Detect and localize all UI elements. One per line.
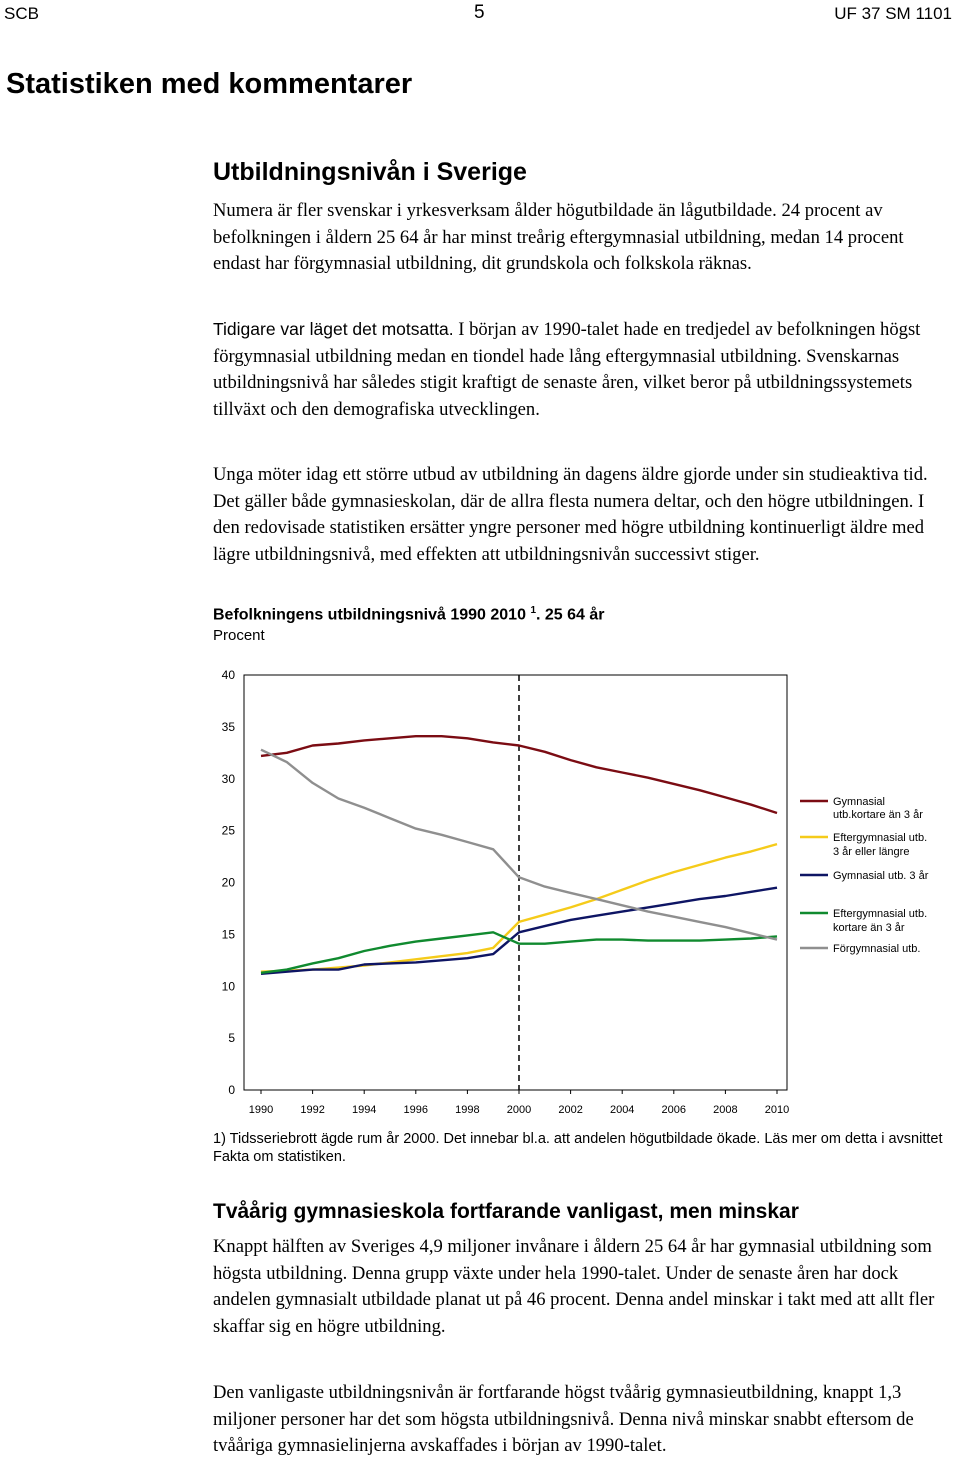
chart-header — [213, 605, 955, 644]
y-tick-label: 5 — [228, 1031, 235, 1046]
x-axis-ticks — [249, 1090, 789, 1116]
paragraph-1: Numera är fler svenskar i yrkesverksam ålder högutbildade än lågutbildade. 24 procent av befolkningen i åldern 25 64 år har minst treårig eftergymnasial utbildning, medan 14 procent endast har förgymnasial utbildning, dit grundskola och folkskola räknas. — [213, 200, 904, 274]
chart-unit: Procent — [213, 627, 265, 645]
chart-title-main: Befolkningens utbildningsnivå 1990 2010 — [213, 606, 526, 624]
y-tick-label: 10 — [221, 979, 235, 994]
legend-label: kortare än 3 år — [833, 922, 905, 934]
chart-title-tail: . 25 64 år — [536, 606, 605, 624]
y-axis-ticks — [222, 668, 236, 1097]
legend-label: Eftergymnasial utb. — [833, 832, 928, 844]
legend-label: 3 år eller längre — [833, 846, 910, 858]
paragraph-3: Unga möter idag ett större utbud av utbildning än dagens äldre gjorde under sin studieaktiva tid. Det gäller både gymnasieskolan, där de allra flesta numera deltar, och den högre utbildningen. I den redovisade statistiken ersätter yngre personer med högre utbildning kontinuerligt äldre med lägre utbildningsnivå, med effekten att utbildningsnivån successivt stiger. — [213, 464, 928, 565]
y-tick-label: 35 — [221, 719, 235, 734]
legend-label: Gymnasial utb. 3 år — [833, 870, 929, 882]
page-number: 5 — [474, 2, 485, 23]
chart-footnote: 1) Tidsseriebrott ägde rum år 2000. Det innebar bl.a. att andelen högutbildade ökade. Läs mer om detta i avsnittet Fakta om statistiken. — [213, 1131, 943, 1165]
chart-legend — [800, 796, 929, 955]
x-tick-label: 1990 — [248, 1104, 274, 1116]
legend-label: Gymnasial — [833, 796, 885, 808]
y-tick-label: 20 — [221, 875, 235, 890]
legend-label: utb.kortare än 3 år — [833, 809, 923, 821]
plot-area — [244, 675, 787, 1090]
x-tick-label: 2002 — [558, 1104, 583, 1116]
x-tick-label: 1992 — [300, 1104, 325, 1116]
section-heading-2: Tvåårig gymnasieskola fortfarande vanligast, men minskar — [213, 1200, 799, 1223]
paragraph-2-lead: Tidigare var läget det motsatta. — [213, 319, 454, 339]
report-id: UF 37 SM 1101 — [834, 4, 952, 23]
chart-title-footnote-marker: 1 — [530, 605, 536, 616]
section-heading: Utbildningsnivån i Sverige — [213, 158, 527, 186]
report-org: SCB — [4, 4, 39, 23]
y-tick-label: 0 — [228, 1083, 235, 1097]
paragraph-2-rest: I början av 1990-talet hade en tredjedel av befolkningen högst förgymnasial utbildning medan en tiondel hade lång eftergymnasial utbildning. Svenskarnas utbildningsnivå har således stigit kraftigt de senaste åren, vilket beror på utbildningssystemets tillväxt och den demografiska utvecklingen. — [213, 319, 921, 420]
x-tick-label: 1994 — [351, 1104, 377, 1116]
page-title: Statistiken med kommentarer — [6, 68, 413, 100]
line-chart — [205, 655, 955, 1125]
x-tick-label: 1996 — [403, 1104, 429, 1116]
plot-border — [244, 675, 787, 1090]
y-tick-label: 30 — [221, 771, 235, 786]
x-tick-label: 2010 — [764, 1104, 790, 1116]
paragraph-4: Knappt hälften av Sveriges 4,9 miljoner invånare i åldern 25 64 år har gymnasial utbildning som högsta utbildning. Denna grupp växte under hela 1990-talet. Under de senaste åren har dock andelen gymnasialt utbildade planat ut på 46 procent. Denna andel minskar i takt med att allt fler skaffar sig en högre utbildning. — [213, 1236, 935, 1337]
legend-label: Eftergymnasial utb. — [833, 908, 928, 920]
x-tick-label: 2000 — [506, 1104, 532, 1116]
y-tick-label: 25 — [221, 823, 235, 838]
x-tick-label: 1998 — [455, 1104, 480, 1116]
x-tick-label: 2008 — [713, 1104, 738, 1116]
chart-title — [213, 605, 955, 624]
paragraph-2 — [213, 316, 955, 423]
y-tick-label: 40 — [221, 668, 235, 682]
x-tick-label: 2006 — [661, 1104, 687, 1116]
y-tick-label: 15 — [221, 927, 235, 942]
x-tick-label: 2004 — [609, 1104, 635, 1116]
legend-label: Förgymnasial utb. — [833, 943, 921, 955]
paragraph-5: Den vanligaste utbildningsnivån är fortfarande högst tvåårig gymnasieutbildning, knappt 1,3 miljoner personer har det som högsta utbildningsnivå. Denna nivå minskar snabbt eftersom de tvååriga gymnasielinjerna avskaffades i början av 1990-talet. — [213, 1382, 914, 1456]
